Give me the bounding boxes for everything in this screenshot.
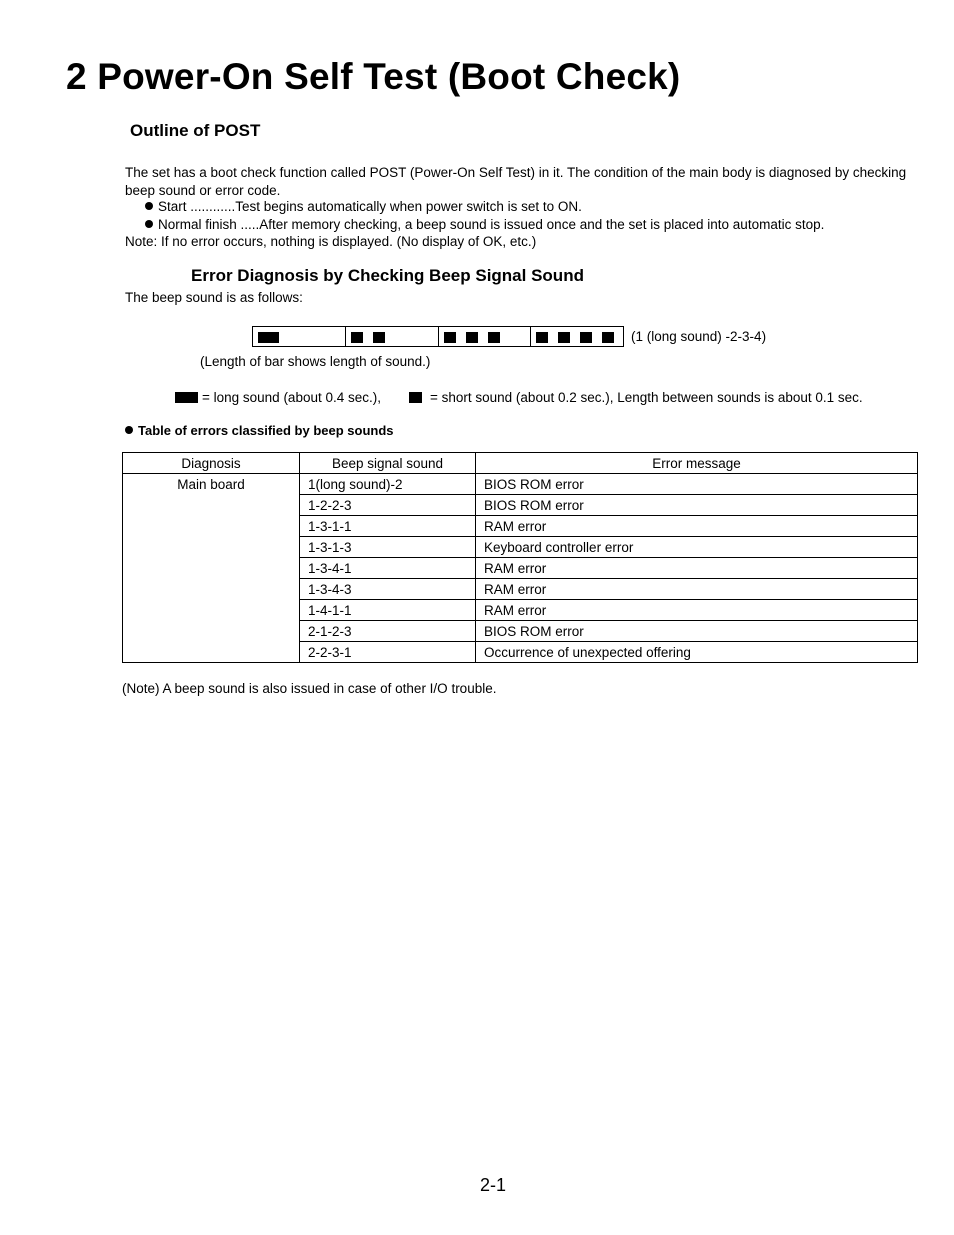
beep-group-3	[439, 327, 532, 346]
message-cell: BIOS ROM error	[476, 621, 918, 642]
column-header-diagnosis: Diagnosis	[123, 453, 300, 474]
beep-cell: 1-3-1-3	[300, 537, 476, 558]
page-title: 2 Power-On Self Test (Boot Check)	[66, 56, 681, 97]
message-cell: RAM error	[476, 516, 918, 537]
short-sound-block	[488, 332, 500, 343]
beep-cell: 2-2-3-1	[300, 642, 476, 663]
table-row	[123, 474, 918, 495]
short-sound-block	[373, 332, 385, 343]
legend-long-swatch	[175, 392, 198, 403]
beep-cell: 1-4-1-1	[300, 600, 476, 621]
bullet-icon	[145, 220, 153, 228]
beep-group-4	[531, 327, 623, 346]
message-cell: Keyboard controller error	[476, 537, 918, 558]
error-table	[122, 452, 918, 663]
beep-cell: 1(long sound)-2	[300, 474, 476, 495]
outline-note: Note: If no error occurs, nothing is displayed. (No display of OK, etc.)	[125, 234, 537, 249]
bullet-normal-finish-text: Normal finish .....After memory checking, a beep sound is issued once and the set is placed into automatic stop.	[158, 217, 825, 232]
legend-short-text: = short sound (about 0.2 sec.), Length between sounds is about 0.1 sec.	[430, 390, 863, 405]
table-heading-text: Table of errors classified by beep sounds	[138, 423, 394, 438]
beep-cell: 1-3-1-1	[300, 516, 476, 537]
beep-pattern-bar	[252, 326, 624, 347]
beep-cell: 2-1-2-3	[300, 621, 476, 642]
beep-heading: Error Diagnosis by Checking Beep Signal Sound	[191, 266, 584, 285]
diagnosis-cell: Main board	[123, 474, 300, 663]
table-header-row	[123, 453, 918, 474]
short-sound-block	[580, 332, 592, 343]
beep-group-1	[253, 327, 346, 346]
outline-heading: Outline of POST	[130, 121, 261, 140]
short-sound-block	[536, 332, 548, 343]
message-cell: BIOS ROM error	[476, 495, 918, 516]
message-cell: RAM error	[476, 579, 918, 600]
message-cell: RAM error	[476, 600, 918, 621]
column-header-message: Error message	[476, 453, 918, 474]
bar-caption: (Length of bar shows length of sound.)	[200, 354, 431, 369]
short-sound-block	[466, 332, 478, 343]
table-note: (Note) A beep sound is also issued in case of other I/O trouble.	[122, 681, 497, 696]
table-heading	[125, 423, 394, 438]
legend-short-swatch	[409, 392, 422, 403]
short-sound-block	[444, 332, 456, 343]
intro-paragraph: The set has a boot check function called POST (Power-On Self Test) in it. The condition of the main body is diagnosed by checking beep sound or error code.	[125, 165, 907, 198]
bullet-start-text: Start ............Test begins automatically when power switch is set to ON.	[158, 199, 582, 214]
short-sound-block	[602, 332, 614, 343]
bullet-start	[145, 199, 582, 214]
message-cell: Occurrence of unexpected offering	[476, 642, 918, 663]
bullet-icon	[145, 202, 153, 210]
message-cell: RAM error	[476, 558, 918, 579]
column-header-beep: Beep signal sound	[300, 453, 476, 474]
long-sound-block	[258, 332, 279, 343]
short-sound-block	[351, 332, 363, 343]
beep-cell: 1-3-4-3	[300, 579, 476, 600]
message-cell: BIOS ROM error	[476, 474, 918, 495]
bullet-icon	[125, 426, 133, 434]
beep-pattern-label: (1 (long sound) -2-3-4)	[631, 329, 767, 344]
beep-intro: The beep sound is as follows:	[125, 290, 303, 305]
page-number: 2-1	[480, 1175, 507, 1195]
beep-cell: 1-3-4-1	[300, 558, 476, 579]
legend-long-text: = long sound (about 0.4 sec.),	[202, 390, 381, 405]
short-sound-block	[558, 332, 570, 343]
beep-cell: 1-2-2-3	[300, 495, 476, 516]
bullet-normal-finish	[145, 217, 824, 232]
beep-group-2	[346, 327, 439, 346]
